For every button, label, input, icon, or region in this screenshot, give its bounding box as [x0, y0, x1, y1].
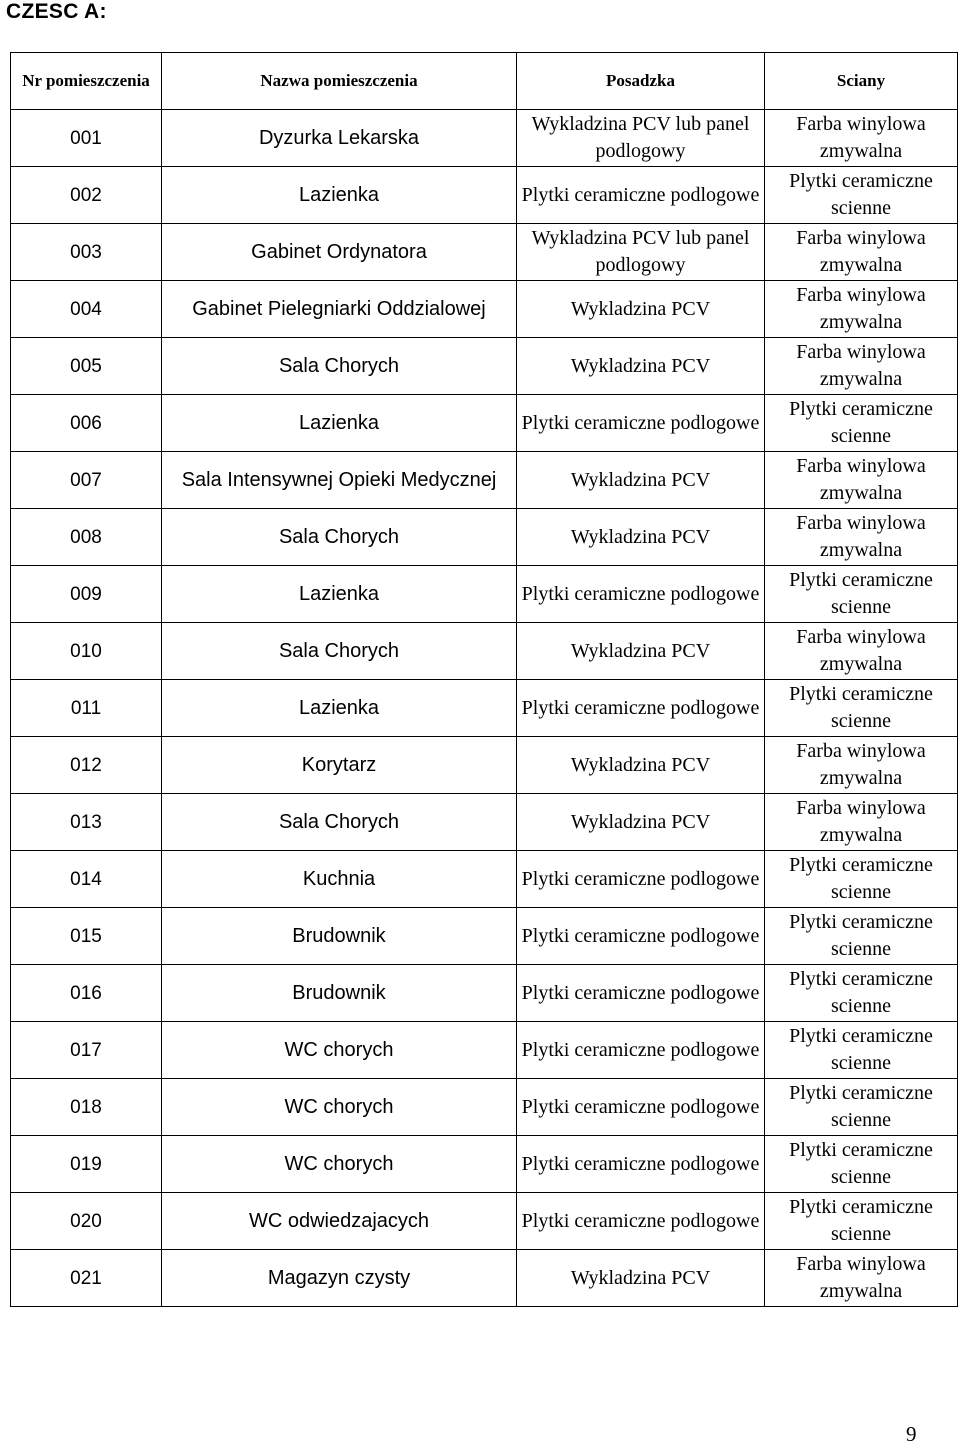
- room-name-cell: Kuchnia: [162, 851, 517, 908]
- floor-cell: Wykladzina PCV: [517, 338, 765, 395]
- walls-cell: Farba winylowa zmywalna: [765, 338, 958, 395]
- room-number-cell: 008: [11, 509, 162, 566]
- floor-cell: Wykladzina PCV: [517, 509, 765, 566]
- header-walls: Sciany: [765, 53, 958, 110]
- table-row: [11, 338, 958, 395]
- room-name-cell: Lazienka: [162, 680, 517, 737]
- floor-cell: Wykladzina PCV lub panel podlogowy: [517, 110, 765, 167]
- table-row: [11, 908, 958, 965]
- floor-cell: Wykladzina PCV: [517, 737, 765, 794]
- table-row: [11, 965, 958, 1022]
- walls-cell: Farba winylowa zmywalna: [765, 737, 958, 794]
- walls-cell: Farba winylowa zmywalna: [765, 1250, 958, 1307]
- table-row: [11, 452, 958, 509]
- table-row: [11, 851, 958, 908]
- table-row: [11, 167, 958, 224]
- room-number-cell: 015: [11, 908, 162, 965]
- floor-cell: Plytki ceramiczne podlogowe: [517, 395, 765, 452]
- floor-cell: Plytki ceramiczne podlogowe: [517, 965, 765, 1022]
- walls-cell: Farba winylowa zmywalna: [765, 224, 958, 281]
- room-name-cell: Dyzurka Lekarska: [162, 110, 517, 167]
- room-number-cell: 019: [11, 1136, 162, 1193]
- room-name-cell: WC chorych: [162, 1022, 517, 1079]
- walls-cell: Plytki ceramiczne scienne: [765, 395, 958, 452]
- table-row: [11, 1079, 958, 1136]
- floor-cell: Plytki ceramiczne podlogowe: [517, 908, 765, 965]
- walls-cell: Plytki ceramiczne scienne: [765, 965, 958, 1022]
- walls-cell: Plytki ceramiczne scienne: [765, 680, 958, 737]
- room-number-cell: 009: [11, 566, 162, 623]
- room-name-cell: Sala Chorych: [162, 338, 517, 395]
- section-heading: CZESC A:: [6, 0, 107, 23]
- walls-cell: Farba winylowa zmywalna: [765, 509, 958, 566]
- table-row: [11, 110, 958, 167]
- room-name-cell: WC odwiedzajacych: [162, 1193, 517, 1250]
- table-row: [11, 395, 958, 452]
- room-number-cell: 017: [11, 1022, 162, 1079]
- walls-cell: Plytki ceramiczne scienne: [765, 566, 958, 623]
- room-number-cell: 011: [11, 680, 162, 737]
- room-number-cell: 002: [11, 167, 162, 224]
- room-name-cell: Brudownik: [162, 908, 517, 965]
- room-name-cell: Lazienka: [162, 395, 517, 452]
- floor-cell: Plytki ceramiczne podlogowe: [517, 680, 765, 737]
- walls-cell: Plytki ceramiczne scienne: [765, 1136, 958, 1193]
- floor-cell: Plytki ceramiczne podlogowe: [517, 1193, 765, 1250]
- room-name-cell: Sala Intensywnej Opieki Medycznej: [162, 452, 517, 509]
- header-room-number: Nr pomieszczenia: [11, 53, 162, 110]
- table-row: [11, 224, 958, 281]
- table-row: [11, 566, 958, 623]
- floor-cell: Plytki ceramiczne podlogowe: [517, 1079, 765, 1136]
- room-number-cell: 006: [11, 395, 162, 452]
- room-number-cell: 010: [11, 623, 162, 680]
- floor-cell: Plytki ceramiczne podlogowe: [517, 566, 765, 623]
- walls-cell: Plytki ceramiczne scienne: [765, 1193, 958, 1250]
- room-number-cell: 007: [11, 452, 162, 509]
- table-body: [11, 110, 958, 1307]
- floor-cell: Plytki ceramiczne podlogowe: [517, 851, 765, 908]
- table-row: [11, 1250, 958, 1307]
- table-row: [11, 509, 958, 566]
- room-name-cell: Gabinet Pielegniarki Oddzialowej: [162, 281, 517, 338]
- room-name-cell: Sala Chorych: [162, 794, 517, 851]
- walls-cell: Plytki ceramiczne scienne: [765, 167, 958, 224]
- room-number-cell: 016: [11, 965, 162, 1022]
- room-number-cell: 018: [11, 1079, 162, 1136]
- room-name-cell: WC chorych: [162, 1136, 517, 1193]
- room-name-cell: Sala Chorych: [162, 623, 517, 680]
- room-name-cell: Korytarz: [162, 737, 517, 794]
- floor-cell: Wykladzina PCV: [517, 623, 765, 680]
- room-name-cell: Lazienka: [162, 167, 517, 224]
- walls-cell: Plytki ceramiczne scienne: [765, 1022, 958, 1079]
- floor-cell: Wykladzina PCV lub panel podlogowy: [517, 224, 765, 281]
- room-name-cell: WC chorych: [162, 1079, 517, 1136]
- room-number-cell: 003: [11, 224, 162, 281]
- room-number-cell: 013: [11, 794, 162, 851]
- walls-cell: Farba winylowa zmywalna: [765, 452, 958, 509]
- room-number-cell: 012: [11, 737, 162, 794]
- walls-cell: Farba winylowa zmywalna: [765, 794, 958, 851]
- room-name-cell: Gabinet Ordynatora: [162, 224, 517, 281]
- room-number-cell: 005: [11, 338, 162, 395]
- room-name-cell: Sala Chorych: [162, 509, 517, 566]
- walls-cell: Farba winylowa zmywalna: [765, 623, 958, 680]
- room-number-cell: 021: [11, 1250, 162, 1307]
- walls-cell: Plytki ceramiczne scienne: [765, 1079, 958, 1136]
- table-row: [11, 1136, 958, 1193]
- room-number-cell: 001: [11, 110, 162, 167]
- walls-cell: Plytki ceramiczne scienne: [765, 908, 958, 965]
- table-row: [11, 623, 958, 680]
- table-row: [11, 1193, 958, 1250]
- table-header-row: [11, 53, 958, 110]
- room-name-cell: Brudownik: [162, 965, 517, 1022]
- room-name-cell: Lazienka: [162, 566, 517, 623]
- walls-cell: Farba winylowa zmywalna: [765, 110, 958, 167]
- floor-cell: Wykladzina PCV: [517, 1250, 765, 1307]
- table-row: [11, 680, 958, 737]
- table-row: [11, 1022, 958, 1079]
- floor-cell: Wykladzina PCV: [517, 452, 765, 509]
- floor-cell: Plytki ceramiczne podlogowe: [517, 1136, 765, 1193]
- floor-cell: Wykladzina PCV: [517, 794, 765, 851]
- rooms-table: [10, 52, 958, 1307]
- table-row: [11, 737, 958, 794]
- floor-cell: Plytki ceramiczne podlogowe: [517, 1022, 765, 1079]
- walls-cell: Plytki ceramiczne scienne: [765, 851, 958, 908]
- room-number-cell: 014: [11, 851, 162, 908]
- header-room-name: Nazwa pomieszczenia: [162, 53, 517, 110]
- room-number-cell: 020: [11, 1193, 162, 1250]
- floor-cell: Wykladzina PCV: [517, 281, 765, 338]
- page-number: 9: [906, 1422, 917, 1446]
- room-number-cell: 004: [11, 281, 162, 338]
- table-row: [11, 794, 958, 851]
- room-name-cell: Magazyn czysty: [162, 1250, 517, 1307]
- walls-cell: Farba winylowa zmywalna: [765, 281, 958, 338]
- floor-cell: Plytki ceramiczne podlogowe: [517, 167, 765, 224]
- header-floor: Posadzka: [517, 53, 765, 110]
- table-row: [11, 281, 958, 338]
